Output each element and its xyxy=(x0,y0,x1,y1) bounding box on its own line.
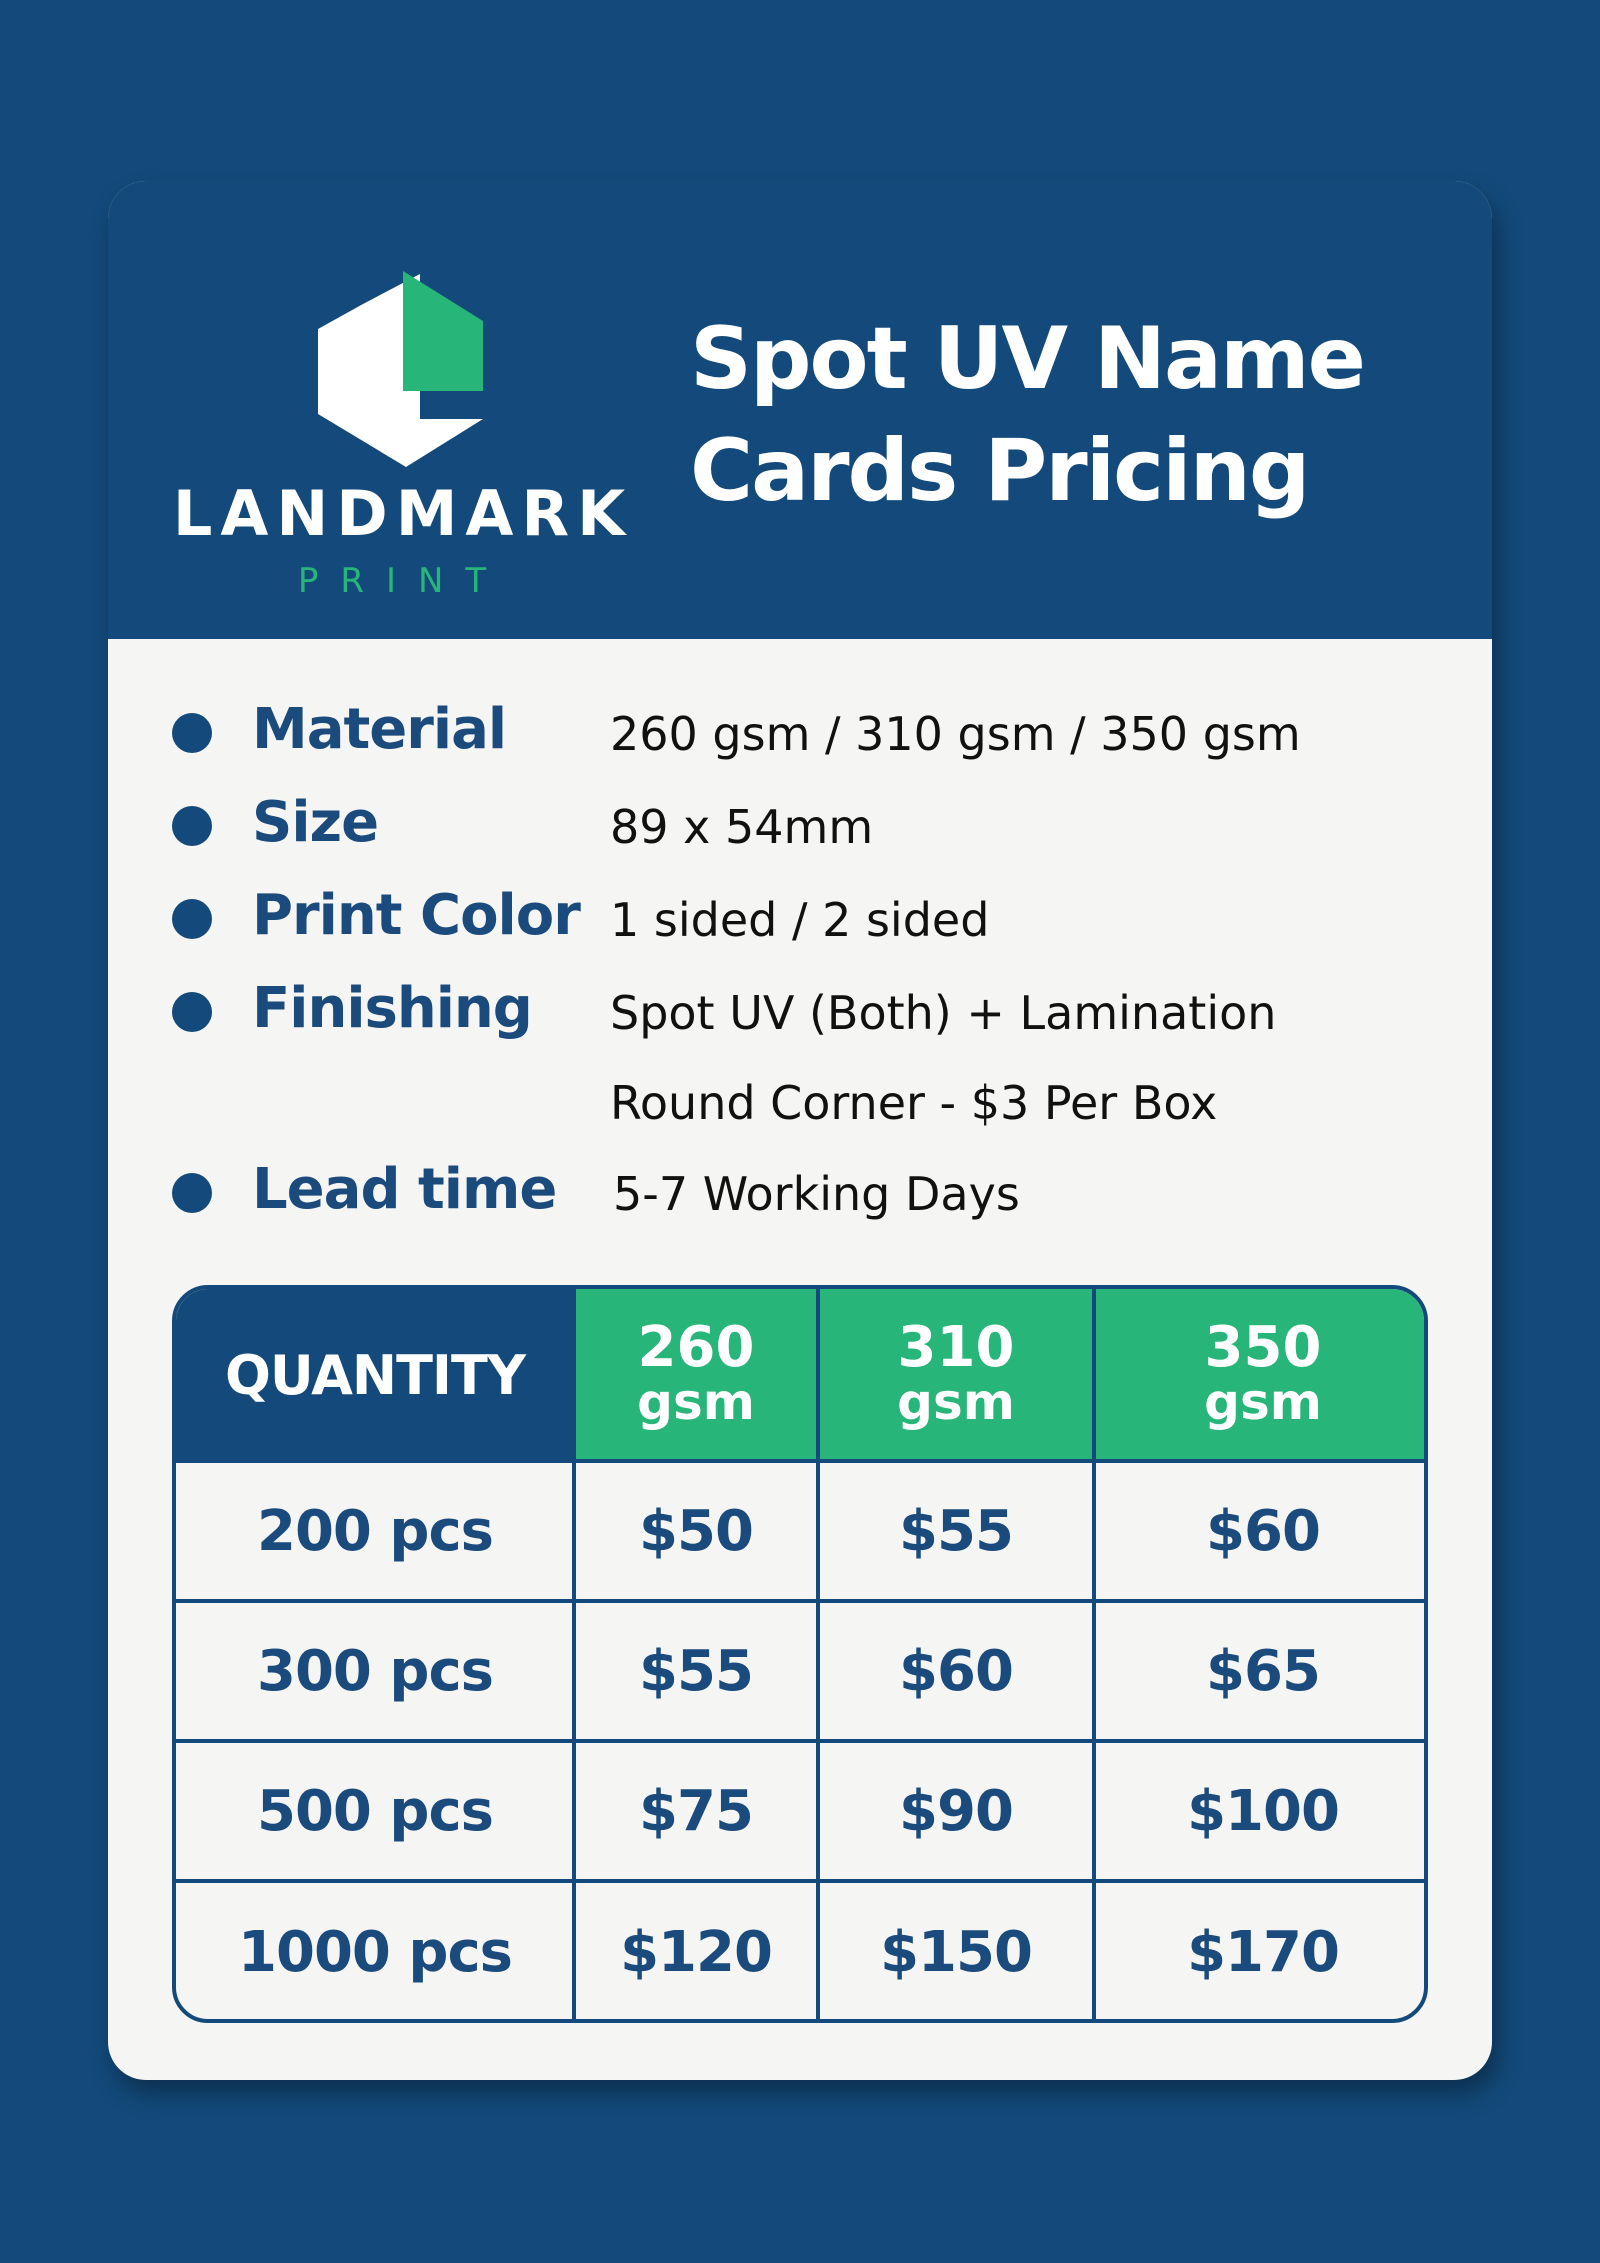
quantity-cell: 300 pcs xyxy=(256,1638,493,1704)
brand-name: LANDMARK xyxy=(172,477,634,550)
spec-label: Material xyxy=(252,697,507,762)
pricing-table xyxy=(172,1285,1428,2023)
card-header xyxy=(108,181,1492,639)
spec-label: Finishing xyxy=(252,976,532,1041)
quantity-cell: 1000 pcs xyxy=(238,1919,512,1985)
spec-lead-time xyxy=(108,1147,1492,1239)
landmark-logo-icon xyxy=(308,269,498,479)
spec-value: Spot UV (Both) + Lamination xyxy=(610,986,1277,1040)
title-line-1: Spot UV Name xyxy=(690,309,1364,409)
price-cell: $60 xyxy=(1206,1498,1320,1564)
grid-line xyxy=(176,1599,1428,1603)
spec-value: 89 x 54mm xyxy=(610,800,874,854)
grid-line xyxy=(1092,1289,1096,2023)
price-cell: $120 xyxy=(620,1919,772,1985)
quantity-header: QUANTITY xyxy=(176,1289,574,1461)
spec-label: Print Color xyxy=(252,883,580,948)
column-header-310 xyxy=(818,1289,1094,1461)
bullet-icon xyxy=(172,1173,212,1213)
column-header-unit: gsm xyxy=(897,1373,1015,1431)
grid-line xyxy=(572,1289,576,2023)
spec-label: Size xyxy=(252,790,379,855)
price-cell: $60 xyxy=(899,1638,1013,1704)
bullet-icon xyxy=(172,992,212,1032)
spec-print-color xyxy=(108,873,1492,965)
spec-value: 5-7 Working Days xyxy=(613,1167,1020,1221)
column-header-unit: gsm xyxy=(637,1373,755,1431)
grid-line xyxy=(176,1459,1428,1463)
grid-line xyxy=(176,1879,1428,1883)
column-header-260 xyxy=(574,1289,818,1461)
column-header-number: 350 xyxy=(1204,1315,1322,1380)
price-cell: $55 xyxy=(899,1498,1013,1564)
price-cell: $90 xyxy=(899,1778,1013,1844)
brand-subtitle: PRINT xyxy=(297,561,509,601)
spec-value: 260 gsm / 310 gsm / 350 gsm xyxy=(610,707,1301,761)
price-cell: $75 xyxy=(639,1778,753,1844)
spec-material xyxy=(108,687,1492,779)
spec-label: Lead time xyxy=(252,1157,557,1222)
column-header-350 xyxy=(1094,1289,1428,1461)
price-cell: $100 xyxy=(1187,1778,1339,1844)
spec-value-secondary: Round Corner - $3 Per Box xyxy=(610,1076,1218,1130)
grid-line xyxy=(816,1289,820,2023)
title-line-2: Cards Pricing xyxy=(690,421,1309,521)
spec-size xyxy=(108,780,1492,872)
quantity-cell: 200 pcs xyxy=(256,1498,493,1564)
column-header-unit: gsm xyxy=(1204,1373,1322,1431)
bullet-icon xyxy=(172,713,212,753)
spec-finishing xyxy=(108,966,1492,1130)
quantity-cell: 500 pcs xyxy=(256,1778,493,1844)
column-header-number: 310 xyxy=(897,1315,1015,1380)
spec-value: 1 sided / 2 sided xyxy=(610,893,990,947)
price-cell: $170 xyxy=(1187,1919,1339,1985)
grid-line xyxy=(176,1739,1428,1743)
price-cell: $50 xyxy=(639,1498,753,1564)
bullet-icon xyxy=(172,806,212,846)
column-header-number: 260 xyxy=(637,1315,755,1380)
price-cell: $150 xyxy=(880,1919,1032,1985)
price-cell: $65 xyxy=(1206,1638,1320,1704)
bullet-icon xyxy=(172,899,212,939)
pricing-card xyxy=(108,181,1492,2080)
page-title xyxy=(690,303,1480,527)
price-cell: $55 xyxy=(639,1638,753,1704)
